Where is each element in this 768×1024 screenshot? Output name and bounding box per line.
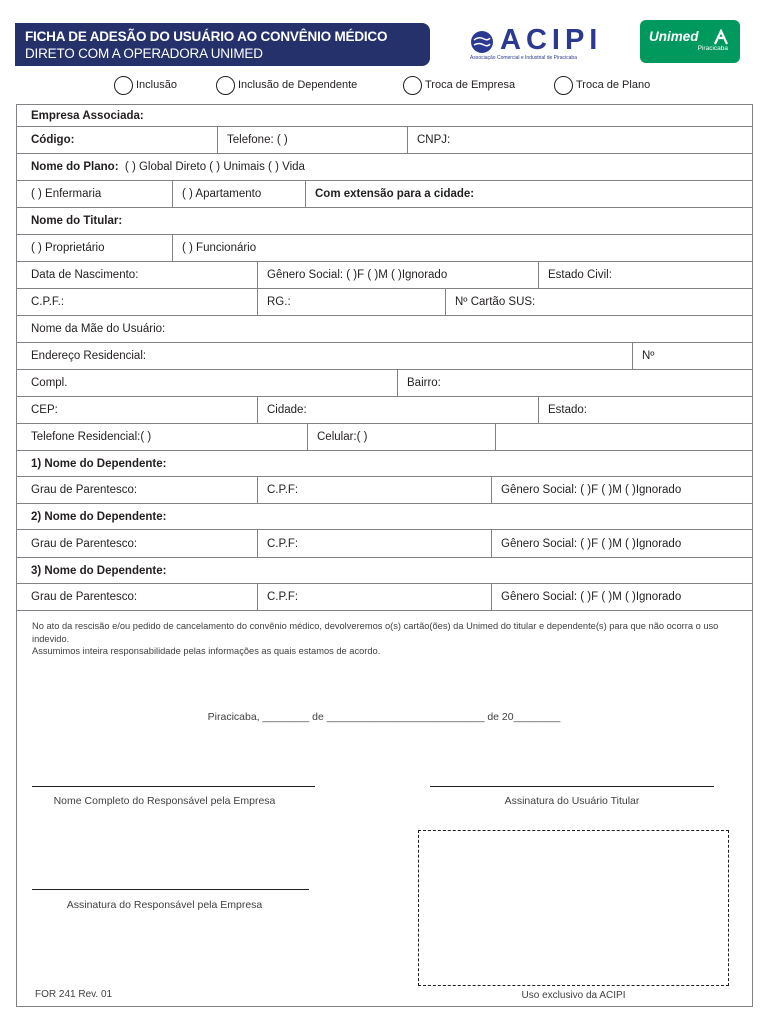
row-dependente-3-dados: [17, 584, 752, 611]
disclaimer-note: [32, 620, 742, 658]
option-troca-empresa[interactable]: [403, 76, 515, 94]
option-label: Troca de Plano: [576, 79, 651, 91]
field-parentesco-1[interactable]: Grau de Parentesco:: [31, 484, 138, 496]
acipi-use-box: [418, 830, 729, 986]
field-funcionario[interactable]: ( ) Funcionário: [172, 235, 256, 261]
row-dependente-3: [17, 558, 752, 584]
field-parentesco-3[interactable]: Grau de Parentesco:: [31, 591, 138, 603]
field-parentesco-2[interactable]: Grau de Parentesco:: [31, 537, 138, 550]
field-mae[interactable]: Nome da Mãe do Usuário:: [31, 323, 166, 335]
row-plano: [17, 154, 752, 181]
field-estado[interactable]: Estado:: [538, 397, 587, 423]
unimed-wordmark: Unimed: [649, 29, 699, 44]
request-type-options: [0, 76, 768, 94]
row-dependente-1-dados: [17, 477, 752, 504]
option-label: Inclusão de Dependente: [238, 79, 358, 91]
option-troca-plano[interactable]: [554, 76, 650, 94]
radio-circle-icon: [114, 76, 133, 95]
disclaimer-line-2: Assumimos inteira responsabilidade pelas informações as quais estamos de acordo.: [32, 646, 381, 656]
form-code: FOR 241 Rev. 01: [35, 989, 113, 1000]
row-dependente-2: [17, 504, 752, 530]
row-dependente-1: [17, 451, 752, 477]
option-label: Inclusão: [136, 79, 177, 91]
row-dependente-2-dados: [17, 530, 752, 558]
field-cep[interactable]: CEP:: [31, 404, 58, 416]
field-tel-residencial[interactable]: Telefone Residencial:( ): [31, 431, 152, 443]
field-extensao[interactable]: Com extensão para a cidade:: [305, 181, 474, 207]
field-dependente-1[interactable]: 1) Nome do Dependente:: [31, 457, 167, 470]
radio-circle-icon: [403, 76, 422, 95]
radio-circle-icon: [554, 76, 573, 95]
row-mae: [17, 316, 752, 343]
row-cep: [17, 397, 752, 424]
field-compl[interactable]: Compl.: [31, 377, 68, 389]
field-cnpj[interactable]: CNPJ:: [407, 127, 450, 153]
field-empresa[interactable]: Empresa Associada:: [31, 109, 144, 122]
field-genero[interactable]: Gênero Social: ( )F ( )M ( )Ignorado: [257, 262, 447, 288]
unimed-city: Piracicaba: [697, 45, 728, 52]
field-bairro[interactable]: Bairro:: [397, 370, 441, 396]
plano-options: ( ) Global Direto ( ) Unimais ( ) Vida: [124, 161, 305, 173]
acipi-globe-icon: [470, 30, 494, 54]
acipi-wordmark: ACIPI: [500, 24, 603, 56]
field-numero[interactable]: Nº: [632, 343, 655, 369]
signature-line-responsavel-assinatura[interactable]: [32, 889, 309, 890]
caption-usuario-titular: Assinatura do Usuário Titular: [504, 795, 640, 807]
acipi-tagline: Associação Comercial e Industrial de Piracicaba: [470, 55, 577, 61]
field-genero-dep-1[interactable]: Gênero Social: ( )F ( )M ( )Ignorado: [491, 477, 681, 503]
field-plano[interactable]: [17, 154, 305, 180]
row-codigo: [17, 127, 752, 154]
field-cidade[interactable]: Cidade:: [257, 397, 307, 423]
row-acomodacao: [17, 181, 752, 208]
unimed-tree-icon: [712, 29, 730, 45]
field-blank[interactable]: [495, 424, 505, 450]
field-cpf[interactable]: C.P.F.:: [31, 296, 65, 308]
field-sus[interactable]: Nº Cartão SUS:: [445, 289, 535, 315]
field-dependente-2[interactable]: 2) Nome do Dependente:: [31, 510, 167, 523]
field-cpf-dep-3[interactable]: C.P.F:: [257, 584, 298, 610]
option-label: Troca de Empresa: [425, 79, 516, 91]
field-enfermaria[interactable]: ( ) Enfermaria: [31, 188, 102, 200]
field-genero-dep-3[interactable]: Gênero Social: ( )F ( )M ( )Ignorado: [491, 584, 681, 610]
field-apartamento[interactable]: ( ) Apartamento: [172, 181, 261, 207]
row-documentos: [17, 289, 752, 316]
option-inclusao-dependente[interactable]: [216, 76, 357, 94]
field-rg[interactable]: RG.:: [257, 289, 291, 315]
field-endereco[interactable]: Endereço Residencial:: [31, 350, 147, 362]
signature-line-responsavel-nome[interactable]: [32, 786, 315, 787]
field-dependente-3[interactable]: 3) Nome do Dependente:: [31, 564, 167, 577]
field-estado-civil[interactable]: Estado Civil:: [538, 262, 612, 288]
field-proprietario[interactable]: ( ) Proprietário: [31, 242, 105, 254]
row-empresa: [17, 105, 752, 127]
row-titular: [17, 208, 752, 235]
row-nascimento: [17, 262, 752, 289]
disclaimer-line-1: No ato da rescisão e/ou pedido de cancelamento do convênio médico, devolveremos o(s) cartão(ões) da Unimed do titular e dependente(s) para que não ocorra o uso indevido.: [32, 621, 719, 644]
form-subtitle: DIRETO COM A OPERADORA UNIMED: [25, 46, 263, 61]
row-vinculo: [17, 235, 752, 262]
acipi-use-caption: Uso exclusivo da ACIPI: [521, 990, 626, 1001]
row-telefones: [17, 424, 752, 451]
row-compl: [17, 370, 752, 397]
radio-circle-icon: [216, 76, 235, 95]
caption-responsavel-assinatura: Assinatura do Responsável pela Empresa: [66, 899, 263, 911]
header-banner: [15, 23, 430, 66]
field-cpf-dep-2[interactable]: C.P.F:: [257, 530, 298, 557]
row-endereco: [17, 343, 752, 370]
caption-responsavel-nome: Nome Completo do Responsável pela Empresa: [53, 795, 276, 807]
acipi-logo: [470, 24, 610, 62]
field-cpf-dep-1[interactable]: C.P.F:: [257, 477, 298, 503]
option-inclusao[interactable]: [114, 76, 177, 94]
field-nascimento[interactable]: Data de Nascimento:: [31, 269, 139, 281]
date-line[interactable]: Piracicaba, ________ de ___________________________ de 20________: [207, 711, 561, 723]
field-celular[interactable]: Celular:( ): [307, 424, 367, 450]
form-title: FICHA DE ADESÃO DO USUÁRIO AO CONVÊNIO MÉDICO: [25, 29, 388, 44]
plano-label: Nome do Plano:: [31, 161, 119, 173]
field-titular[interactable]: Nome do Titular:: [31, 215, 123, 227]
field-telefone[interactable]: Telefone: ( ): [217, 127, 288, 153]
field-codigo[interactable]: Código:: [31, 134, 75, 146]
unimed-logo: [640, 20, 740, 63]
signature-line-usuario[interactable]: [430, 786, 714, 787]
field-genero-dep-2[interactable]: Gênero Social: ( )F ( )M ( )Ignorado: [491, 530, 681, 557]
